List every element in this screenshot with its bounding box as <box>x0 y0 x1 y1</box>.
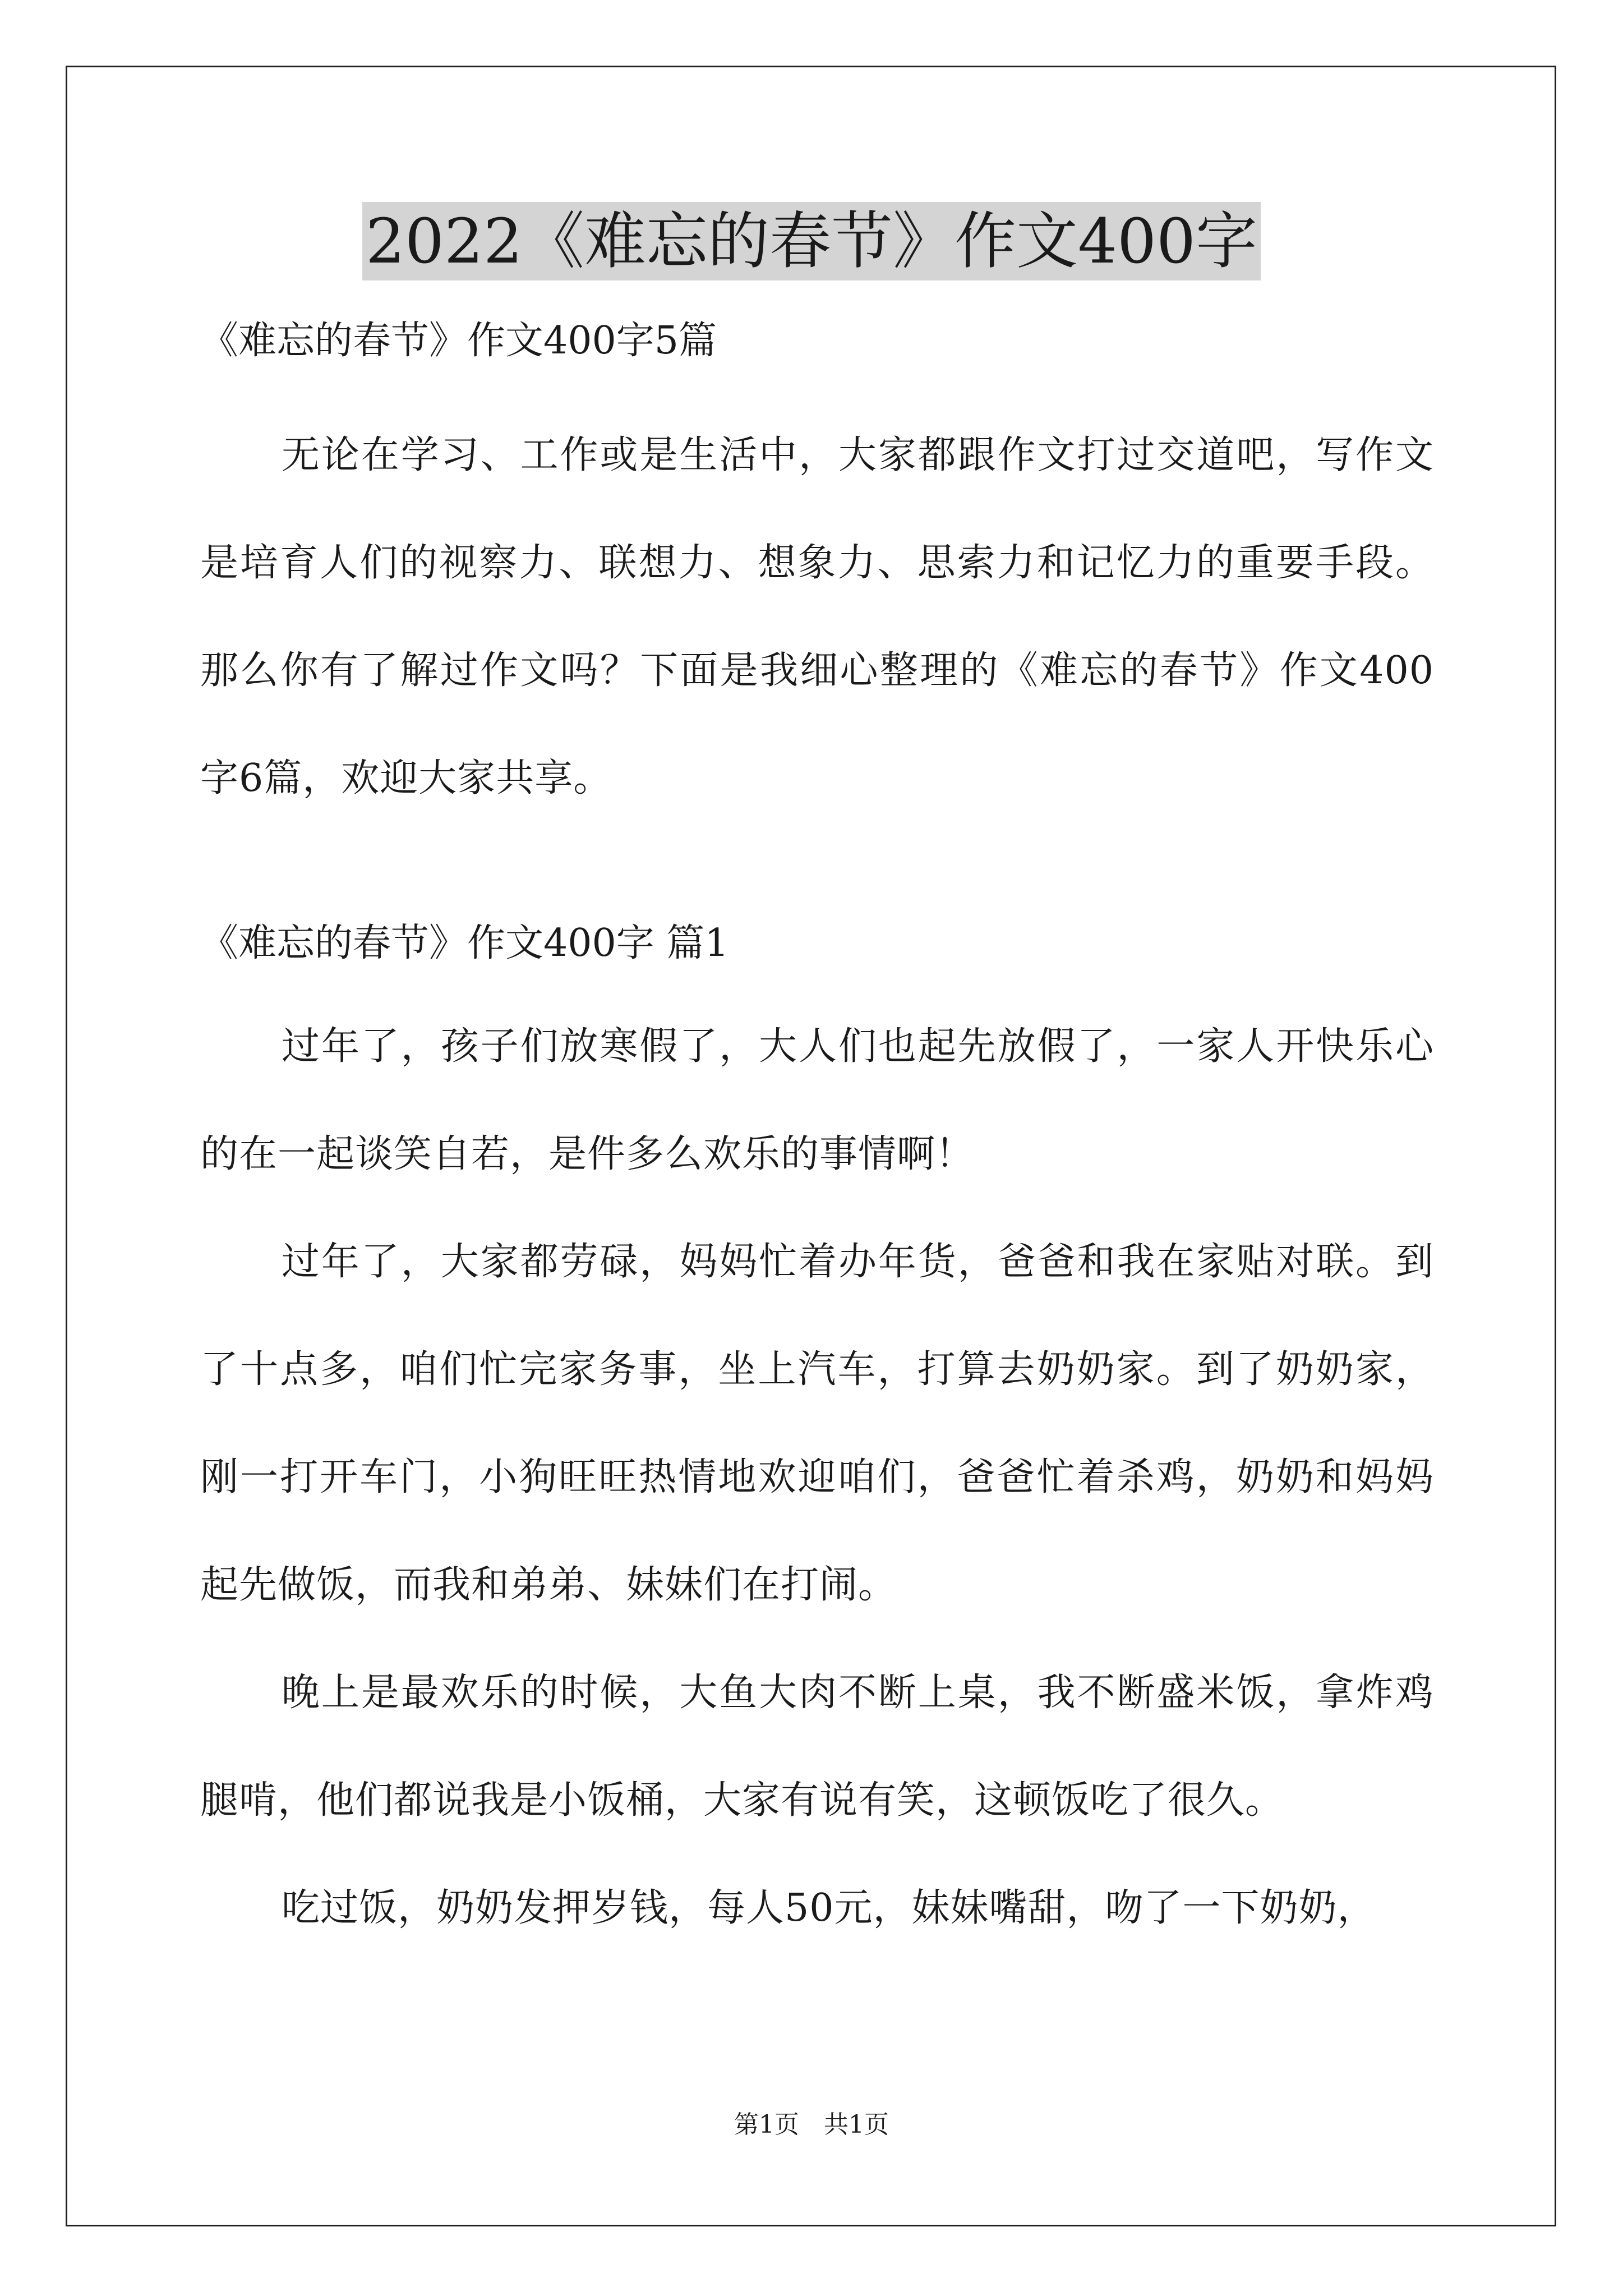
essay-paragraph: 晚上是最欢乐的时候，大鱼大肉不断上桌，我不断盛米饭，拿炸鸡腿啃，他们都说我是小饭桶，大家有说有笑，这顿饭吃了很久。 <box>200 1671 1434 1823</box>
intro-paragraph: 无论在学习、工作或是生活中，大家都跟作文打过交道吧，写作文是培育人们的视察力、联想力、想象力、思索力和记忆力的重要手段。那么你有了解过作文吗？下面是我细心整理的《难忘的春节》作文400字6篇，欢迎大家共享。 <box>200 433 1434 800</box>
document-title: 2022《难忘的春节》作文400字 <box>362 202 1261 280</box>
subheading-essay-1: 《难忘的春节》作文400字 篇1 <box>200 921 729 965</box>
title-container <box>0 202 1623 280</box>
essay-paragraph: 吃过饭，奶奶发押岁钱，每人50元，妹妹嘴甜，吻了一下奶奶， <box>282 1886 1376 1930</box>
essay-paragraph: 过年了，大家都劳碌，妈妈忙着办年货，爸爸和我在家贴对联。到了十点多，咱们忙完家务事，坐上汽车，打算去奶奶家。到了奶奶家，刚一打开车门，小狗旺旺热情地欢迎咱们，爸爸忙着杀鸡，奶奶和妈妈起先做饭，而我和弟弟、妹妹们在打闹。 <box>200 1240 1434 1607</box>
page-footer: 第1页 共1页 <box>734 2110 889 2139</box>
essay-paragraph: 过年了，孩子们放寒假了，大人们也起先放假了，一家人开快乐心的在一起谈笑自若，是件多么欢乐的事情啊！ <box>200 1024 1434 1176</box>
document-body <box>200 314 1434 1962</box>
subheading-collection: 《难忘的春节》作文400字5篇 <box>200 319 717 363</box>
